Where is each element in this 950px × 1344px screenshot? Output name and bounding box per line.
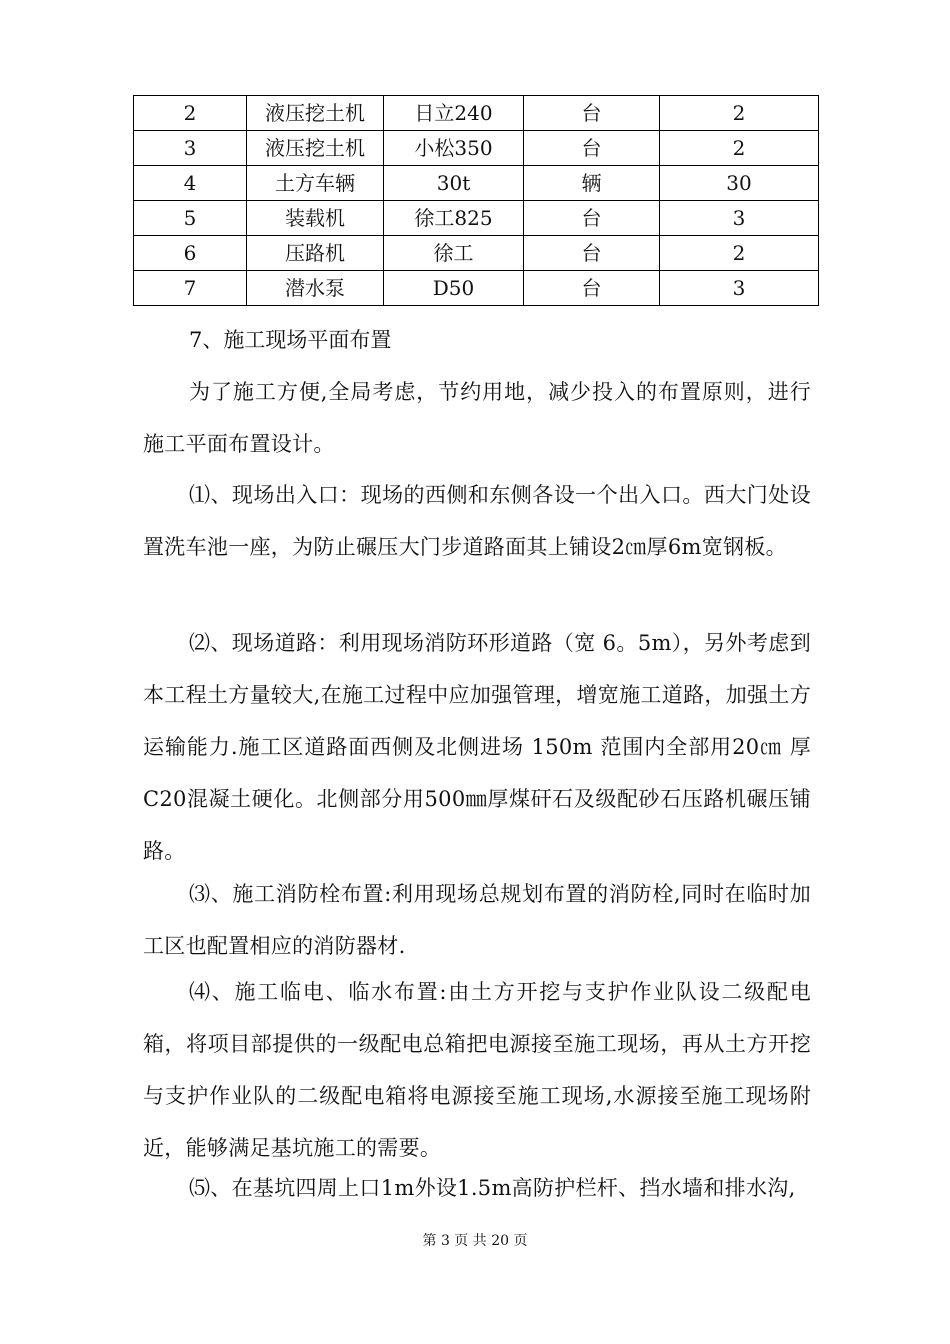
cell-quantity: 30 xyxy=(660,166,819,201)
paragraph-intro: 为了施工方便,全局考虑，节约用地，减少投入的布置原则，进行施工平面布置设计。 xyxy=(143,380,811,456)
equipment-table-body xyxy=(134,96,819,306)
cell-quantity: 3 xyxy=(660,271,819,306)
cell-equipment-name: 压路机 xyxy=(247,236,384,271)
cell-unit: 辆 xyxy=(524,166,660,201)
cell-quantity: 3 xyxy=(660,201,819,236)
cell-unit: 台 xyxy=(524,96,660,131)
cell-equipment-name: 装载机 xyxy=(247,201,384,236)
cell-equipment-name: 潜水泵 xyxy=(247,271,384,306)
cell-model: D50 xyxy=(384,271,524,306)
table-row xyxy=(134,271,819,306)
cell-quantity: 2 xyxy=(660,236,819,271)
cell-number: 3 xyxy=(134,131,247,166)
cell-model: 徐工 xyxy=(384,236,524,271)
page-footer: 第 3 页 共 20 页 xyxy=(422,1233,528,1249)
table-row xyxy=(134,236,819,271)
cell-unit: 台 xyxy=(524,201,660,236)
paragraph-fire-hydrants: ⑶、施工消防栓布置:利用现场总规划布置的消防栓,同时在临时加工区也配置相应的消防器材. xyxy=(143,882,811,958)
cell-number: 7 xyxy=(134,271,247,306)
cell-equipment-name: 液压挖土机 xyxy=(247,131,384,166)
cell-equipment-name: 液压挖土机 xyxy=(247,96,384,131)
paragraph-temp-power-water: ⑷、施工临电、临水布置:由土方开挖与支护作业队设二级配电箱，将项目部提供的一级配电总箱把电源接至施工现场，再从土方开挖与支护作业队的二级配电箱将电源接至施工现场,水源接至施工现场附近，能够满足基坑施工的需要。 xyxy=(143,980,811,1160)
cell-quantity: 2 xyxy=(660,131,819,166)
table-row xyxy=(134,131,819,166)
table-row xyxy=(134,166,819,201)
equipment-table xyxy=(133,95,819,306)
cell-model: 30t xyxy=(384,166,524,201)
paragraph-pit-protection: ⑸、在基坑四周上口1m外设1.5m高防护栏杆、挡水墙和排水沟, xyxy=(189,1176,796,1200)
paragraph-site-roads: ⑵、现场道路：利用现场消防环形道路（宽 6。5m），另外考虑到本工程土方量较大,在施工过程中应加强管理，增宽施工道路，加强土方运输能力.施工区道路面西侧及北侧进场 150m 范围内全部用20㎝ 厚C20混凝土硬化。北侧部分用500㎜厚煤矸石及级配砂石压路机碾压铺路。 xyxy=(143,631,811,863)
cell-number: 6 xyxy=(134,236,247,271)
table-row xyxy=(134,96,819,131)
cell-model: 徐工825 xyxy=(384,201,524,236)
cell-model: 小松350 xyxy=(384,131,524,166)
cell-model: 日立240 xyxy=(384,96,524,131)
cell-unit: 台 xyxy=(524,271,660,306)
cell-unit: 台 xyxy=(524,236,660,271)
section-heading: 7、施工现场平面布置 xyxy=(189,328,392,352)
table-row xyxy=(134,201,819,236)
cell-number: 2 xyxy=(134,96,247,131)
cell-equipment-name: 土方车辆 xyxy=(247,166,384,201)
cell-number: 5 xyxy=(134,201,247,236)
cell-number: 4 xyxy=(134,166,247,201)
cell-quantity: 2 xyxy=(660,96,819,131)
paragraph-site-entrance: ⑴、现场出入口：现场的西侧和东侧各设一个出入口。西大门处设置洗车池一座，为防止碾压大门步道路面其上铺设2㎝厚6m宽钢板。 xyxy=(143,483,811,559)
cell-unit: 台 xyxy=(524,131,660,166)
